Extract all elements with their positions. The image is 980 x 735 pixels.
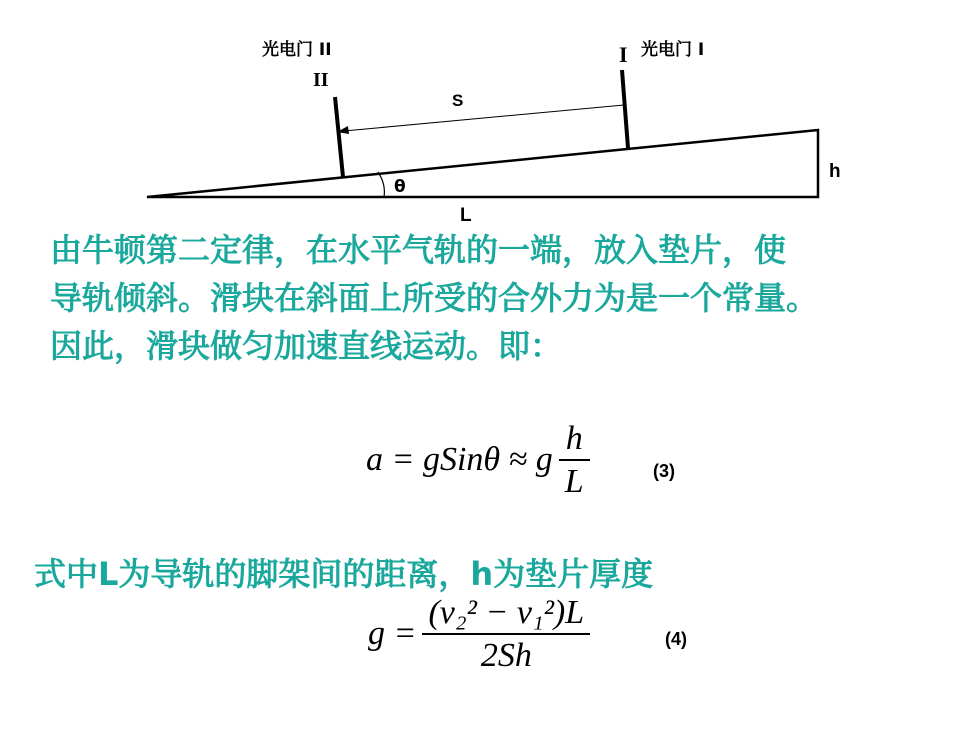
height-label: h <box>829 161 841 182</box>
angle-label: θ <box>394 177 406 197</box>
equation-3-lhs: a = gSinθ ≈ g <box>366 441 553 479</box>
equation-3-number: (3) <box>653 461 675 481</box>
photogate-2-caption: 光电门 II <box>262 40 332 60</box>
photogate-2-post <box>335 97 343 177</box>
incline-triangle <box>147 130 818 197</box>
equation-4-number: (4) <box>665 629 687 649</box>
angle-arc <box>378 172 384 197</box>
distance-arrow <box>344 105 624 131</box>
photogate-1-mark: I <box>619 42 628 67</box>
equation-3-fraction <box>559 420 590 501</box>
photogate-1-caption: 光电门 I <box>641 40 705 60</box>
paragraph-line: 由牛顿第二定律，在水平气轨的一端，放入垫片，使 <box>50 231 787 269</box>
equation-3-denominator: L <box>564 463 584 501</box>
photogate-2-mark: II <box>313 69 329 91</box>
equation-4-fraction <box>422 594 590 675</box>
equation-3-numerator: h <box>565 420 583 457</box>
equation-4-numerator: (v₂² − v₁²)L <box>428 594 585 631</box>
equation-4-lhs: g = <box>368 615 417 653</box>
incline-diagram <box>0 0 980 230</box>
distance-label: S <box>452 91 464 110</box>
length-label: L <box>460 205 472 226</box>
equation-4 <box>368 594 596 675</box>
variable-note: 式中L为导轨的脚架间的距离，h为垫片厚度 <box>34 555 654 593</box>
equation-3 <box>366 420 596 501</box>
explanation-paragraph <box>50 226 975 370</box>
paragraph-line: 导轨倾斜。滑块在斜面上所受的合外力为是一个常量。 <box>50 279 819 317</box>
paragraph-line: 因此，滑块做匀加速直线运动。即： <box>50 327 563 365</box>
photogate-1-post <box>622 70 628 148</box>
equation-4-denominator: 2Sh <box>480 637 532 675</box>
